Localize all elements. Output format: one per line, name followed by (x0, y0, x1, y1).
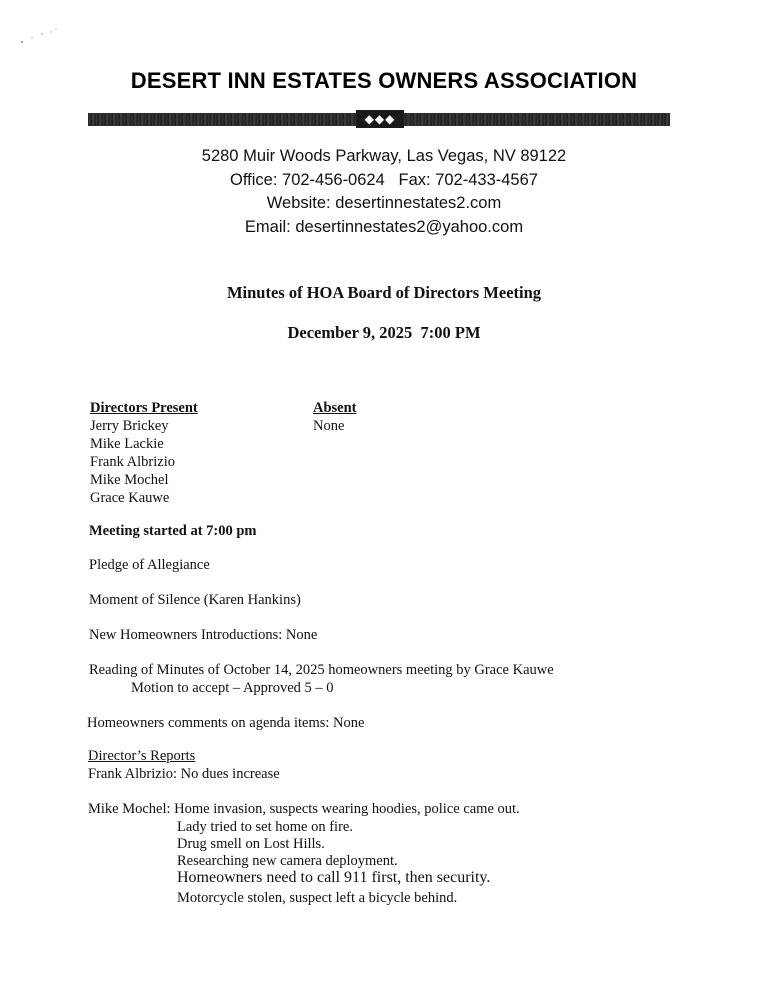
phone-fax-line: Office: 702-456-0624 Fax: 702-433-4567 (230, 171, 538, 189)
albrizio-report-line: Frank Albrizio: No dues increase (88, 766, 280, 782)
director-name: Frank Albrizio (90, 454, 175, 470)
directors-present-heading: Directors Present (90, 400, 198, 416)
homeowner-comments-line: Homeowners comments on agenda items: None (87, 715, 365, 731)
absent-heading: Absent (313, 400, 357, 416)
directors-reports-heading: Director’s Reports (88, 748, 196, 764)
mochel-report-item: Motorcycle stolen, suspect left a bicycle behind. (177, 890, 458, 906)
mochel-report-line: Mike Mochel: Home invasion, suspects wearing hoodies, police came out. (88, 801, 520, 817)
pledge-line: Pledge of Allegiance (89, 557, 210, 573)
director-name: Mike Mochel (90, 472, 169, 488)
minutes-title: Minutes of HOA Board of Directors Meeting (226, 283, 542, 302)
mochel-report-item: Researching new camera deployment. (177, 853, 398, 869)
motion-line: Motion to accept – Approved 5 – 0 (131, 680, 334, 696)
meeting-started-line: Meeting started at 7:00 pm (89, 523, 257, 539)
directors-present-section (90, 399, 198, 507)
director-name: Grace Kauwe (90, 490, 170, 506)
org-name-heading: DESERT INN ESTATES OWNERS ASSOCIATION (130, 68, 638, 93)
website-line: Website: desertinnestates2.com (266, 194, 502, 212)
address-line: 5280 Muir Woods Parkway, Las Vegas, NV 89122 (201, 147, 567, 165)
email-line: Email: desertinnestates2@yahoo.com (244, 218, 524, 236)
director-name: Mike Lackie (90, 436, 164, 452)
moment-of-silence-line: Moment of Silence (Karen Hankins) (89, 592, 301, 608)
divider-diamonds-ornament: ◆◆◆ (356, 110, 404, 128)
mochel-report-item: Lady tried to set home on fire. (177, 819, 353, 835)
mochel-report-item: Drug smell on Lost Hills. (177, 836, 325, 852)
scan-speck-mark (18, 26, 60, 46)
meeting-date: December 9, 2025 7:00 PM (287, 323, 481, 342)
absent-name: None (313, 418, 345, 434)
absent-section (313, 399, 357, 435)
director-name: Jerry Brickey (90, 418, 169, 434)
mochel-report-item: Homeowners need to call 911 first, then security. (177, 869, 491, 886)
reading-minutes-line: Reading of Minutes of October 14, 2025 homeowners meeting by Grace Kauwe (89, 662, 554, 678)
new-homeowners-line: New Homeowners Introductions: None (89, 627, 318, 643)
